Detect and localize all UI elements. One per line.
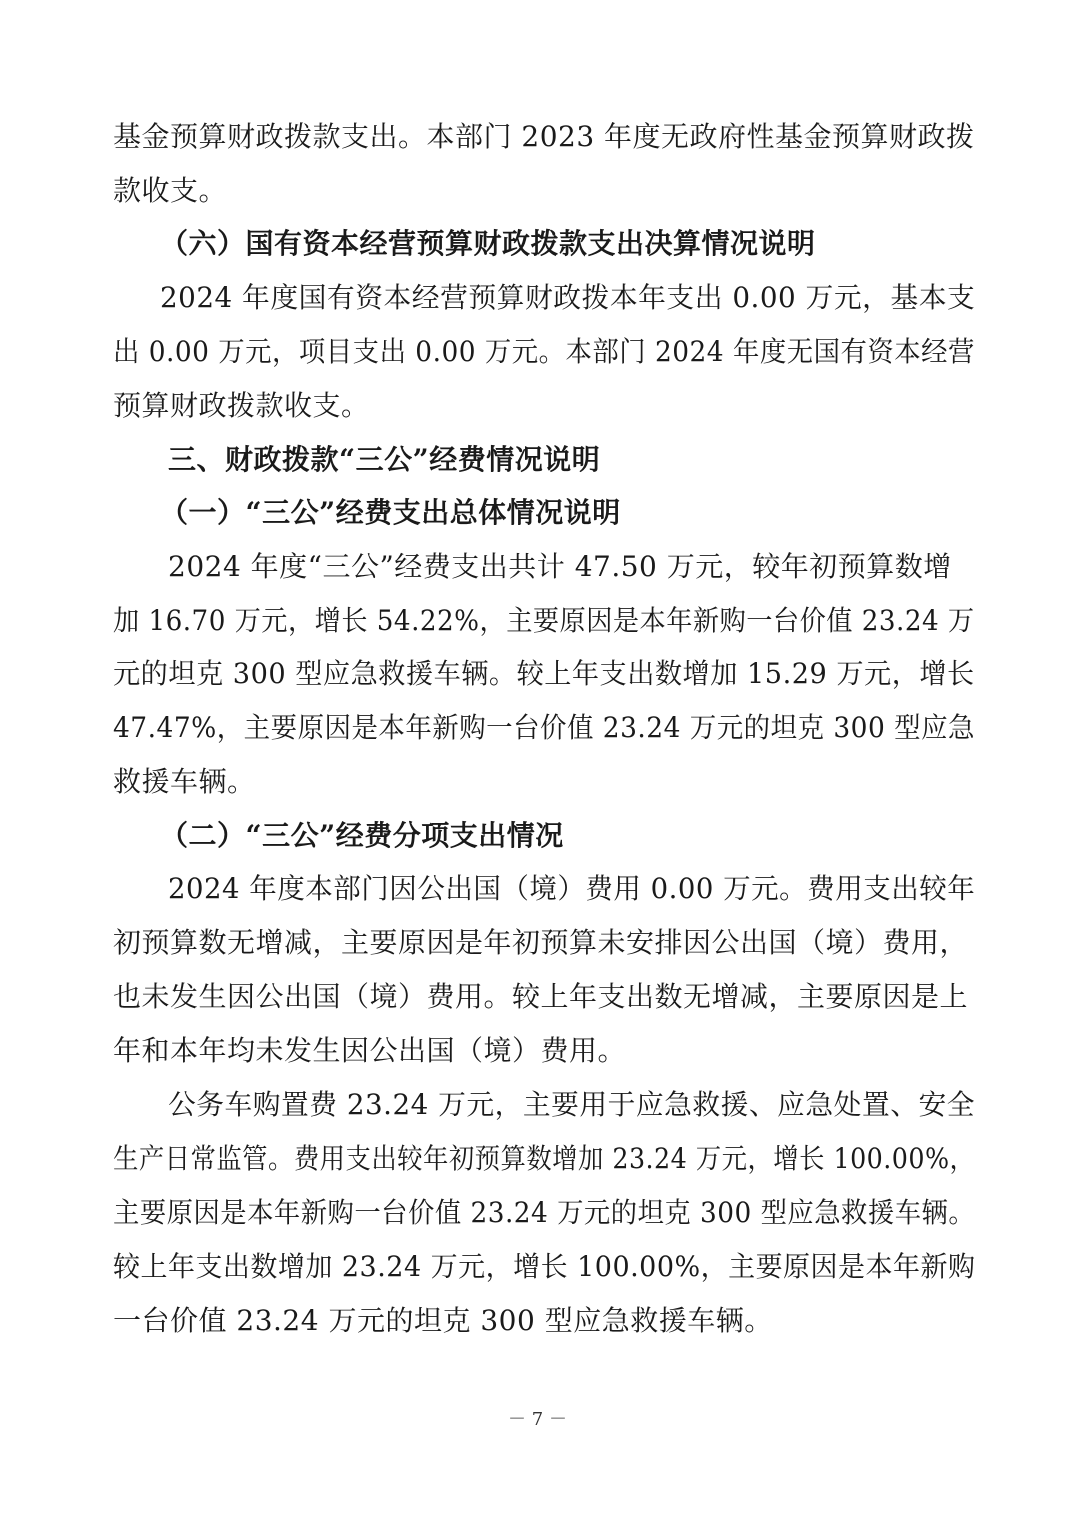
body-text-line: 2024 年度国有资本经营预算财政拨本年支出 0.00 万元，基本支	[160, 281, 976, 314]
body-text-line: 生产日常监管。费用支出较年初预算数增加 23.24 万元，增长 100.00%，	[113, 1142, 976, 1175]
page-number: － 7 －	[508, 1409, 567, 1430]
body-text-line: 公务车购置费 23.24 万元，主要用于应急救援、应急处置、安全	[168, 1088, 975, 1121]
body-text-line: 预算财政拨款收支。	[113, 389, 370, 422]
body-text-line: 初预算数无增减，主要原因是年初预算未安排因公出国（境）费用，	[113, 926, 969, 959]
body-text-line: 元的坦克 300 型应急救援车辆。较上年支出数增加 15.29 万元，增长	[113, 657, 975, 690]
section-heading-2: （二）“三公”经费分项支出情况	[160, 819, 564, 852]
body-text-line: 年和本年均未发生因公出国（境）费用。	[113, 1034, 627, 1067]
body-text-line: 一台价值 23.24 万元的坦克 300 型应急救援车辆。	[113, 1304, 773, 1337]
body-text-line: 加 16.70 万元，增长 54.22%，主要原因是本年新购一台价值 23.24 万	[113, 604, 975, 637]
body-text-line: 基金预算财政拨款支出。本部门 2023 年度无政府性基金预算财政拨	[113, 120, 975, 153]
section-heading-6: （六）国有资本经营预算财政拨款支出决算情况说明	[160, 227, 816, 260]
body-text-line: 也未发生因公出国（境）费用。较上年支出数无增减，主要原因是上	[113, 980, 969, 1013]
chapter-heading-3: 三、财政拨款“三公”经费情况说明	[168, 443, 601, 476]
body-text-line: 2024 年度本部门因公出国（境）费用 0.00 万元。费用支出较年	[168, 872, 976, 905]
body-text-line: 47.47%，主要原因是本年新购一台价值 23.24 万元的坦克 300 型应急	[113, 711, 976, 744]
body-text-line: 2024 年度“三公”经费支出共计 47.50 万元，较年初预算数增	[168, 550, 952, 583]
body-text-line: 较上年支出数增加 23.24 万元，增长 100.00%，主要原因是本年新购	[113, 1250, 976, 1283]
body-text-line: 出 0.00 万元，项目支出 0.00 万元。本部门 2024 年度无国有资本经营	[113, 335, 975, 368]
body-text-line: 主要原因是本年新购一台价值 23.24 万元的坦克 300 型应急救援车辆。	[113, 1196, 976, 1229]
body-text-line: 救援车辆。	[113, 765, 256, 798]
section-heading-1: （一）“三公”经费支出总体情况说明	[160, 496, 621, 529]
body-text-line: 款收支。	[113, 174, 228, 207]
